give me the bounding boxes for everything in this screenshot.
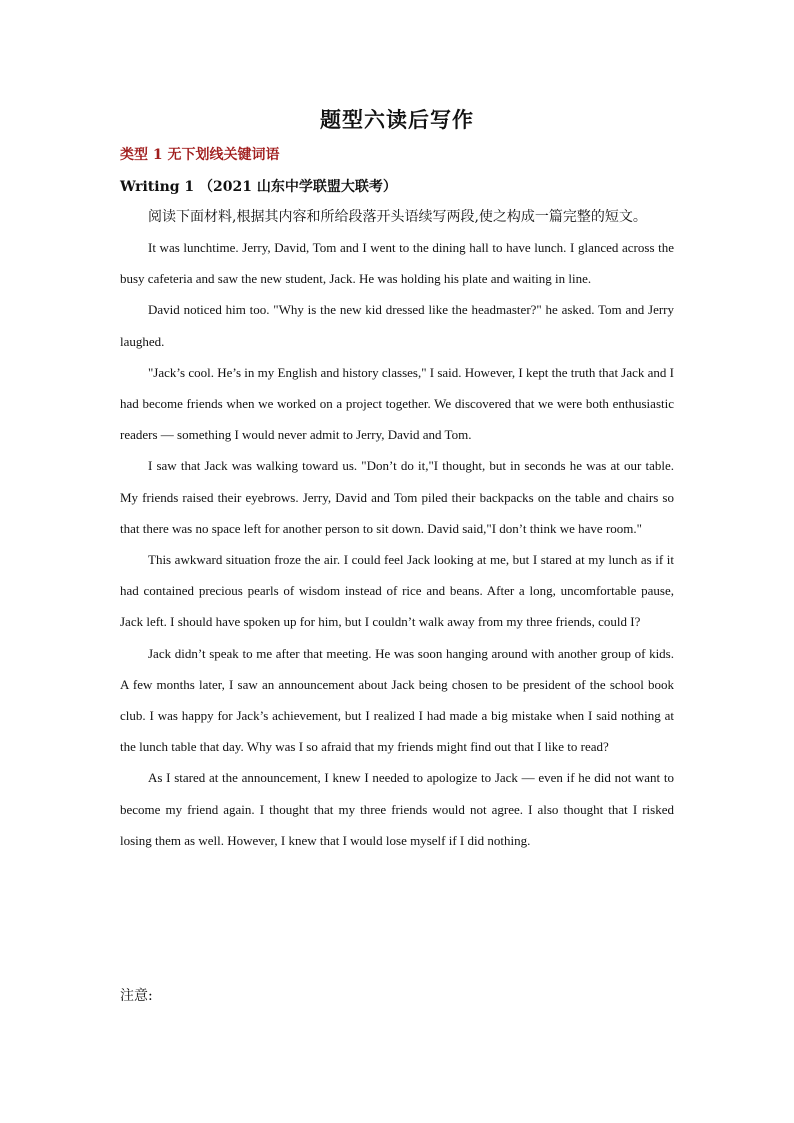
writing-heading: Writing 1 （2021 山东中学联盟大联考） <box>120 179 397 195</box>
story-paragraph-3: "Jack’s cool. He’s in my English and history classes," I said. However, I kept the truth that Jack and I had become friends when we worked on a project together. We discovered that we were both enthusiastic readers — something I would never admit to Jerry, David and Tom. <box>120 364 675 443</box>
story-paragraph-7: As I stared at the announcement, I knew I needed to apologize to Jack — even if he did not want to become my friend again. I thought that my three friends would not agree. I also thought that I risked losing them as well. However, I knew that I would lose myself if I did nothing. <box>120 770 674 848</box>
story-paragraph-4: I saw that Jack was walking toward us. "Don’t do it,"I thought, but in seconds he was at our table. My friends raised their eyebrows. Jerry, David and Tom piled their backpacks on the table and chairs so that there was no space left for another person to sit down. David said,"I don’t think we have room." <box>120 458 674 536</box>
story-paragraph-1: It was lunchtime. Jerry, David, Tom and I went to the dining hall to have lunch. I glanced across the busy cafeteria and saw the new student, Jack. He was holding his plate and waiting in line. <box>120 240 674 287</box>
page-title: 题型六读后写作 <box>320 107 474 132</box>
story-paragraph-5: This awkward situation froze the air. I could feel Jack looking at me, but I stared at my lunch as if it had contained precious pearls of wisdom instead of rice and beans. After a long, uncomfortable pause, Jack left. I should have spoken up for him, but I couldn’t walk away from my three friends, could I? <box>120 552 674 630</box>
instruction-text: 阅读下面材料,根据其内容和所给段落开头语续写两段,使之构成一篇完整的短文。 <box>148 209 647 225</box>
story-body <box>120 232 674 856</box>
note-label: 注意: <box>120 988 153 1004</box>
story-paragraph-2: David noticed him too. "Why is the new kid dressed like the headmaster?" he asked. Tom and Jerry laughed. <box>120 302 674 349</box>
story-paragraph-6: Jack didn’t speak to me after that meeting. He was soon hanging around with another group of kids. A few months later, I saw an announcement about Jack being chosen to be president of the school book club. I was happy for Jack’s achievement, but I realized I had made a big mistake when I said nothing at the lunch table that day. Why was I so afraid that my friends might find out that I like to read? <box>120 645 674 755</box>
type-heading: 类型 1 无下划线关键词语 <box>120 147 280 163</box>
